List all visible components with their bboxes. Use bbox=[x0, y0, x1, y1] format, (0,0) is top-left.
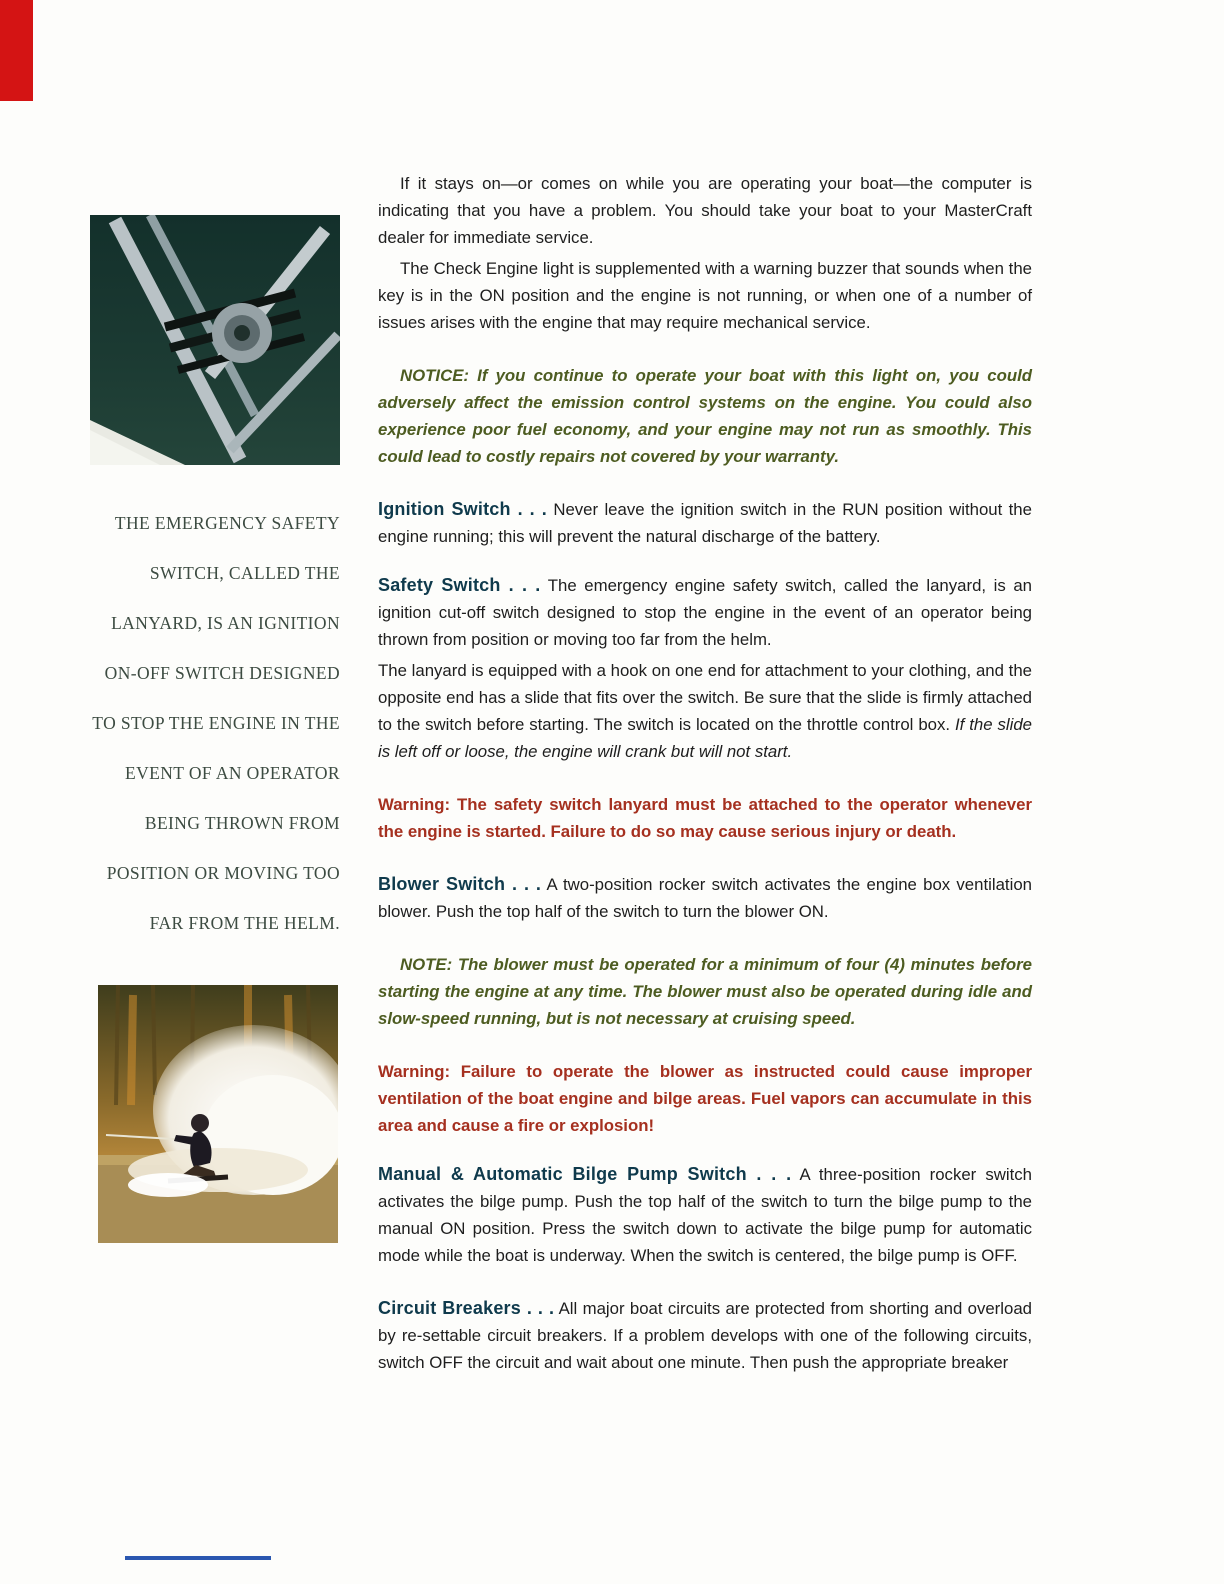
tower-photo-image bbox=[90, 215, 340, 465]
skier-photo-image bbox=[98, 985, 338, 1243]
warning-text: Warning: Failure to operate the blower as instructed could cause improper ventilation of the boat engine and bilge areas. Fuel vapors can accumulate in this area and cause a fire or explosion! bbox=[378, 1062, 1032, 1135]
note-text: NOTE: The blower must be operated for a minimum of four (4) minutes before starting the engine at any time. The blower must also be operated during idle and slow-speed running, but is not necessary at cruising speed. bbox=[378, 955, 1032, 1028]
section-ignition-switch bbox=[378, 496, 1032, 550]
tower-photo bbox=[90, 215, 340, 465]
pull-quote bbox=[86, 498, 340, 948]
warning-text: Warning: The safety switch lanyard must be attached to the operator whenever the engine is started. Failure to do so may cause serious injury or death. bbox=[378, 795, 1032, 841]
body-text: All major boat circuits are protected from shorting and overload by re-settable circuit breakers. If a problem develops with one of the following circuits, switch OFF the circuit and wait about one minute. Then push the appropriate breaker bbox=[378, 1299, 1032, 1372]
paragraph-check-engine-buzzer bbox=[378, 255, 1032, 336]
body-text: If it stays on—or comes on while you are operating your boat—the computer is indicating that you have a problem. You should take your boat to your MasterCraft dealer for immediate service. bbox=[378, 174, 1032, 247]
pull-quote-line: TO STOP THE ENGINE IN THE bbox=[92, 713, 340, 733]
note-blower-operation bbox=[378, 951, 1032, 1032]
body-text: The emergency engine safety switch, called the lanyard, is an ignition cut-off switch designed to stop the engine in the event of an operator being thrown from position or moving too far from the helm. bbox=[378, 576, 1032, 649]
section-heading: Ignition Switch . . . bbox=[378, 499, 547, 519]
pull-quote-line: LANYARD, IS AN IGNITION bbox=[111, 613, 340, 633]
section-blower-switch bbox=[378, 871, 1032, 925]
warning-safety-switch-lanyard bbox=[378, 791, 1032, 845]
warning-blower-ventilation bbox=[378, 1058, 1032, 1139]
section-heading: Safety Switch . . . bbox=[378, 575, 541, 595]
pull-quote-line: POSITION OR MOVING TOO bbox=[106, 863, 340, 883]
section-heading: Blower Switch . . . bbox=[378, 874, 542, 894]
body-text: The Check Engine light is supplemented with a warning buzzer that sounds when the key is in the ON position and the engine is not running, or when one of a number of issues arises with the engine that may require mechanical service. bbox=[378, 259, 1032, 332]
main-text-column bbox=[378, 170, 1032, 1376]
section-circuit-breakers bbox=[378, 1295, 1032, 1376]
notice-emission-control bbox=[378, 362, 1032, 470]
pull-quote-line: EVENT OF AN OPERATOR bbox=[125, 763, 340, 783]
body-text-italic: If the slide is left off or loose, the engine will crank but will not start. bbox=[378, 715, 1032, 761]
pull-quote-line: FAR FROM THE HELM. bbox=[149, 913, 340, 933]
paragraph-lanyard-hook bbox=[378, 657, 1032, 765]
pull-quote-line: BEING THROWN FROM bbox=[144, 813, 340, 833]
skier-photo bbox=[98, 985, 338, 1243]
pull-quote-line: THE EMERGENCY SAFETY bbox=[114, 513, 340, 533]
body-text: The lanyard is equipped with a hook on one end for attachment to your clothing, and the opposite end has a slide that fits over the switch. Be sure that the slide is firmly attached to the switch before starting. The switch is located on the throttle control box. bbox=[378, 661, 1032, 734]
section-bilge-pump-switch bbox=[378, 1161, 1032, 1269]
pull-quote-line: SWITCH, CALLED THE bbox=[149, 563, 340, 583]
body-text: A three-position rocker switch activates the bilge pump. Push the top half of the switch to turn the bilge pump to the manual ON position. Press the switch down to activate the bilge pump for automatic mode while the boat is underway. When the switch is centered, the bilge pump is OFF. bbox=[378, 1165, 1032, 1265]
paragraph-check-engine-stays-on bbox=[378, 170, 1032, 251]
notice-text: NOTICE: If you continue to operate your boat with this light on, you could adversely affect the emission control systems on the engine. You could also experience poor fuel economy, and your engine may not run as smoothly. This could lead to costly repairs not covered by your warranty. bbox=[378, 366, 1032, 466]
body-text: A two-position rocker switch activates the engine box ventilation blower. Push the top half of the switch to turn the blower ON. bbox=[378, 875, 1032, 921]
section-heading: Manual & Automatic Bilge Pump Switch . . . bbox=[378, 1164, 792, 1184]
pull-quote-line: ON-OFF SWITCH DESIGNED bbox=[104, 663, 340, 683]
section-heading: Circuit Breakers . . . bbox=[378, 1298, 555, 1318]
red-corner-mark bbox=[0, 0, 33, 101]
section-safety-switch bbox=[378, 572, 1032, 653]
body-text: Never leave the ignition switch in the RUN position without the engine running; this will prevent the natural discharge of the battery. bbox=[378, 500, 1032, 546]
page-footer-rule bbox=[125, 1556, 271, 1560]
